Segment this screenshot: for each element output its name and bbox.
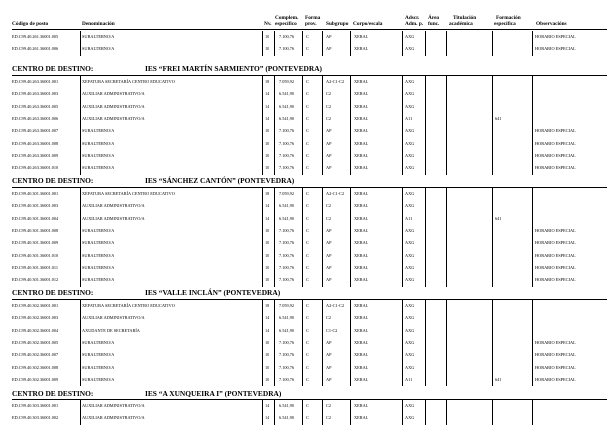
row-code: ED.C99.40.302.36001.001	[12, 303, 59, 308]
row-subgrupo: AP	[326, 277, 332, 283]
row-adscr: A11	[405, 377, 413, 383]
row-nivel: 10	[265, 228, 270, 234]
row-code: ED.C99.40.302.36001.005	[12, 340, 59, 346]
row-denominacion: AUXILIAR ADMINISTRATIVO/A	[82, 315, 145, 321]
row-corpo: XERAL	[354, 315, 369, 321]
row-subgrupo: AP	[326, 352, 332, 358]
row-forma: C	[306, 403, 309, 408]
row-adscr: AXG	[405, 153, 415, 159]
row-nivel: 10	[265, 377, 270, 383]
row-code: ED.C99.40.263.36001.006	[12, 116, 59, 122]
row-forma: C	[306, 340, 309, 346]
row-corpo: XERAL	[354, 228, 369, 234]
row-complemento: 6.541,90	[279, 203, 295, 209]
row-observacions: HORARIO ESPECIAL	[535, 364, 576, 370]
row-code: ED.C99.40.302.36001.007	[12, 352, 59, 358]
header-forma-top: Forma	[305, 15, 321, 21]
row-denominacion: SUBALTERNO/A	[82, 34, 115, 39]
table-row	[0, 31, 615, 43]
table-row	[0, 113, 615, 125]
row-code: ED.C99.40.263.36001.005	[12, 103, 59, 109]
row-forma: C	[306, 153, 309, 159]
table-row	[0, 412, 615, 424]
header-area-bottom: func.	[428, 21, 440, 27]
row-adscr: AXG	[405, 240, 415, 246]
row-adscr: AXG	[405, 415, 415, 421]
centro-destino-name: IES “FREI MARTÍN SARMIENTO” (PONTEVEDRA)	[145, 64, 322, 73]
header-adscr-bottom: Adm. p.	[405, 21, 424, 27]
header-formacion-bottom: específica	[494, 21, 516, 27]
row-adscr: AXG	[405, 252, 415, 258]
header-subgrupo: Subgrupo	[326, 21, 349, 27]
row-complemento: 7.100,76	[279, 128, 295, 134]
row-nivel: 10	[265, 252, 270, 258]
table-row	[0, 362, 615, 374]
table-row	[0, 325, 615, 337]
row-subgrupo: C2	[326, 103, 332, 109]
row-complemento: 6.541,90	[279, 315, 295, 321]
row-nivel: 18	[265, 191, 270, 196]
row-forma: C	[306, 34, 309, 39]
centro-destino-label: CENTRO DE DESTINO:	[12, 176, 94, 185]
row-subgrupo: C1-C2	[326, 327, 338, 333]
row-denominacion: SUBALTERNO/A	[82, 46, 115, 52]
row-observacions: HORARIO ESPECIAL	[535, 340, 576, 346]
row-forma: C	[306, 377, 309, 383]
row-nivel: 10	[265, 277, 270, 283]
row-nivel: 14	[265, 315, 270, 321]
header-area-top: Área	[428, 15, 440, 21]
row-forma: C	[306, 191, 309, 196]
row-observacions: HORARIO ESPECIAL	[535, 265, 576, 271]
row-subgrupo: AP	[326, 165, 332, 171]
table-row	[0, 312, 615, 324]
row-denominacion: AUXILIAR ADMINISTRATIVO/A	[82, 91, 145, 97]
row-code: ED.C99.40.301.36001.008	[12, 228, 59, 234]
row-code: ED.C99.40.302.36001.008	[12, 364, 59, 370]
row-forma: C	[306, 352, 309, 358]
row-code: ED.C99.40.301.36001.011	[12, 265, 59, 271]
row-subgrupo: AP	[326, 240, 332, 246]
row-code: ED.C99.40.301.36001.003	[12, 203, 59, 209]
table-row	[0, 400, 615, 412]
row-subgrupo: AP	[326, 228, 332, 234]
table-row	[0, 225, 615, 237]
table-row	[0, 274, 615, 286]
row-subgrupo: AP	[326, 340, 332, 346]
row-code: ED.C99.40.301.36001.004	[12, 215, 59, 221]
row-code: ED.C99.40.263.36001.008	[12, 140, 59, 146]
row-complemento: 7.100,76	[279, 140, 295, 146]
row-corpo: XERAL	[354, 340, 369, 346]
row-complemento: 7.100,76	[279, 240, 295, 246]
row-adscr: AXG	[405, 79, 415, 84]
row-complemento: 7.059,92	[279, 79, 295, 84]
header-codigo: Código de posto	[12, 21, 49, 27]
row-forma: C	[306, 415, 309, 421]
table-row	[0, 150, 615, 162]
row-code: ED.C99.40.263.36001.009	[12, 153, 59, 159]
row-corpo: XERAL	[354, 415, 369, 421]
row-corpo: XERAL	[354, 165, 369, 171]
row-forma: C	[306, 240, 309, 246]
row-complemento: 6.541,90	[279, 415, 295, 421]
row-adscr: AXG	[405, 165, 415, 171]
row-nivel: 14	[265, 403, 270, 408]
row-corpo: XERAL	[354, 327, 369, 333]
table-row	[0, 76, 615, 88]
centro-destino-name: IES “A XUNQUEIRA I” (PONTEVEDRA)	[145, 389, 282, 398]
row-corpo: XERAL	[354, 103, 369, 109]
row-corpo: XERAL	[354, 153, 369, 159]
row-nivel: 14	[265, 116, 270, 122]
header-observacions: Observacións	[536, 21, 567, 27]
row-denominacion: AUXILIAR ADMINISTRATIVO/A	[82, 215, 145, 221]
row-denominacion: AUXILIAR ADMINISTRATIVO/A	[82, 403, 145, 408]
row-forma: C	[306, 116, 309, 122]
row-nivel: 14	[265, 203, 270, 209]
row-forma: C	[306, 91, 309, 97]
row-forma: C	[306, 327, 309, 333]
row-forma: C	[306, 140, 309, 146]
centro-destino-label: CENTRO DE DESTINO:	[12, 389, 94, 398]
row-denominacion: SUBALTERNO/A	[82, 128, 115, 134]
row-denominacion: AUXILIAR ADMINISTRATIVO/A	[82, 415, 145, 421]
row-code: ED.C99.40.302.36001.009	[12, 377, 59, 383]
row-corpo: XERAL	[354, 403, 369, 408]
row-denominacion: SUBALTERNO/A	[82, 277, 115, 283]
row-forma: C	[306, 128, 309, 134]
row-formacion: 641	[495, 215, 502, 221]
row-adscr: AXG	[405, 403, 415, 408]
row-subgrupo: C2	[326, 315, 332, 321]
row-observacions: HORARIO ESPECIAL	[535, 252, 576, 258]
row-adscr: AXG	[405, 277, 415, 283]
row-subgrupo: C2	[326, 203, 332, 209]
row-forma: C	[306, 203, 309, 209]
table-row	[0, 162, 615, 174]
row-complemento: 6.541,90	[279, 215, 295, 221]
row-observacions: HORARIO ESPECIAL	[535, 277, 576, 283]
header-denominacion: Denominación	[82, 21, 115, 27]
row-corpo: XERAL	[354, 46, 369, 52]
row-denominacion: SUBALTERNO/A	[82, 377, 115, 383]
row-subgrupo: A2-C1-C2	[326, 303, 345, 308]
row-forma: C	[306, 46, 309, 52]
row-observacions: HORARIO ESPECIAL	[535, 46, 576, 52]
table-row	[0, 262, 615, 274]
row-adscr: AXG	[405, 46, 415, 52]
row-adscr: AXG	[405, 327, 415, 333]
row-nivel: 14	[265, 327, 270, 333]
row-complemento: 7.100,76	[279, 153, 295, 159]
row-observacions: HORARIO ESPECIAL	[535, 352, 576, 358]
row-complemento: 7.100,76	[279, 34, 295, 39]
row-observacions: HORARIO ESPECIAL	[535, 228, 576, 234]
header-rule	[12, 29, 607, 30]
row-forma: C	[306, 252, 309, 258]
row-code: ED.C99.40.301.36001.001	[12, 191, 59, 196]
row-forma: C	[306, 315, 309, 321]
table-row	[0, 237, 615, 249]
row-complemento: 6.541,90	[279, 91, 295, 97]
row-observacions: HORARIO ESPECIAL	[535, 153, 576, 159]
row-corpo: XERAL	[354, 203, 369, 209]
row-forma: C	[306, 277, 309, 283]
table-row	[0, 125, 615, 137]
table-row	[0, 200, 615, 212]
row-adscr: AXG	[405, 315, 415, 321]
row-complemento: 7.100,76	[279, 265, 295, 271]
row-nivel: 10	[265, 340, 270, 346]
row-adscr: AXG	[405, 352, 415, 358]
header-complemento-top: Complem.	[275, 15, 299, 21]
row-code: ED.C99.40.302.36001.003	[12, 315, 59, 321]
row-corpo: XERAL	[354, 240, 369, 246]
row-adscr: AXG	[405, 34, 415, 39]
row-denominacion: SUBALTERNO/A	[82, 364, 115, 370]
row-adscr: AXG	[405, 203, 415, 209]
row-complemento: 6.541,90	[279, 327, 295, 333]
row-denominacion: AXUDANTE DE SECRETARÍA	[82, 327, 140, 333]
row-denominacion: AUXILIAR ADMINISTRATIVO/A	[82, 103, 145, 109]
row-code: ED.C99.40.303.36001.001	[12, 403, 59, 408]
centro-destino-name: IES “SÁNCHEZ CANTÓN” (PONTEVEDRA)	[145, 176, 295, 185]
row-subgrupo: AP	[326, 140, 332, 146]
row-corpo: XERAL	[354, 91, 369, 97]
table-row	[0, 188, 615, 200]
row-complemento: 7.100,76	[279, 352, 295, 358]
table-row	[0, 337, 615, 349]
row-adscr: AXG	[405, 191, 415, 196]
row-code: ED.C99.40.303.36001.002	[12, 415, 59, 421]
header-complemento-bottom: específico	[275, 21, 297, 27]
row-subgrupo: AP	[326, 265, 332, 271]
row-forma: C	[306, 103, 309, 109]
header-forma-bottom: prov.	[305, 21, 317, 27]
row-complemento: 7.100,76	[279, 364, 295, 370]
row-nivel: 10	[265, 265, 270, 271]
table-row	[0, 374, 615, 386]
row-nivel: 14	[265, 91, 270, 97]
row-complemento: 6.541,90	[279, 403, 295, 408]
header-formacion-top: Formación	[496, 15, 521, 21]
row-corpo: XERAL	[354, 252, 369, 258]
row-forma: C	[306, 215, 309, 221]
row-adscr: AXG	[405, 303, 415, 308]
row-denominacion: XEFATURA SECRETARÍA CENTRO EDUCATIVO	[82, 303, 175, 308]
table-row	[0, 300, 615, 312]
row-code: ED.C99.40.301.36001.012	[12, 277, 59, 283]
row-nivel: 14	[265, 415, 270, 421]
row-nivel: 14	[265, 103, 270, 109]
row-corpo: XERAL	[354, 191, 369, 196]
row-corpo: XERAL	[354, 265, 369, 271]
row-forma: C	[306, 165, 309, 171]
table-row	[0, 138, 615, 150]
row-forma: C	[306, 228, 309, 234]
row-observacions: HORARIO ESPECIAL	[535, 377, 576, 383]
row-nivel: 10	[265, 240, 270, 246]
row-corpo: XERAL	[354, 352, 369, 358]
row-adscr: AXG	[405, 228, 415, 234]
row-complemento: 6.541,90	[279, 116, 295, 122]
row-subgrupo: C2	[326, 91, 332, 97]
centro-destino-label: CENTRO DE DESTINO:	[12, 288, 94, 297]
table-row	[0, 349, 615, 361]
row-adscr: AXG	[405, 140, 415, 146]
row-subgrupo: A2-C1-C2	[326, 191, 345, 196]
row-nivel: 10	[265, 352, 270, 358]
row-code: ED.C99.40.263.36001.010	[12, 165, 59, 171]
row-subgrupo: C2	[326, 116, 332, 122]
table-row	[0, 43, 615, 55]
table-row	[0, 250, 615, 262]
row-code: ED.C99.40.263.36001.003	[12, 91, 59, 97]
row-adscr: AXG	[405, 265, 415, 271]
row-subgrupo: AP	[326, 128, 332, 134]
row-denominacion: AUXILIAR ADMINISTRATIVO/A	[82, 116, 145, 122]
row-complemento: 7.100,76	[279, 46, 295, 52]
row-subgrupo: AP	[326, 377, 332, 383]
row-nivel: 10	[265, 364, 270, 370]
row-code: ED.C99.40.263.36001.007	[12, 128, 59, 134]
header-adscr-top: Adscr.	[405, 15, 420, 21]
row-denominacion: AUXILIAR ADMINISTRATIVO/A	[82, 203, 145, 209]
row-code: ED.C99.40.261.36001.006	[12, 46, 59, 52]
centro-destino-name: IES “VALLE INCLÁN” (PONTEVEDRA)	[145, 288, 281, 297]
row-subgrupo: AP	[326, 153, 332, 159]
row-observacions: HORARIO ESPECIAL	[535, 128, 576, 134]
row-observacions: HORARIO ESPECIAL	[535, 165, 576, 171]
row-observacions: HORARIO ESPECIAL	[535, 34, 576, 39]
row-forma: C	[306, 79, 309, 84]
row-adscr: AXG	[405, 103, 415, 109]
row-denominacion: SUBALTERNO/A	[82, 265, 115, 271]
row-denominacion: SUBALTERNO/A	[82, 240, 115, 246]
row-corpo: XERAL	[354, 215, 369, 221]
row-subgrupo: AP	[326, 364, 332, 370]
row-denominacion: SUBALTERNO/A	[82, 340, 115, 346]
row-subgrupo: A2-C1-C2	[326, 79, 345, 84]
row-formacion: 641	[495, 377, 502, 383]
row-nivel: 18	[265, 303, 270, 308]
row-denominacion: XEFATURA SECRETARÍA CENTRO EDUCATIVO	[82, 79, 175, 84]
row-complemento: 7.100,76	[279, 252, 295, 258]
header-corpo: Corpo/escala	[353, 21, 383, 27]
row-complemento: 6.541,90	[279, 103, 295, 109]
row-adscr: AXG	[405, 340, 415, 346]
row-adscr: AXG	[405, 364, 415, 370]
row-corpo: XERAL	[354, 377, 369, 383]
row-denominacion: SUBALTERNO/A	[82, 252, 115, 258]
row-adscr: AXG	[405, 128, 415, 134]
row-adscr: AXG	[405, 91, 415, 97]
row-nivel: 10	[265, 46, 270, 52]
row-code: ED.C99.40.261.36001.005	[12, 34, 59, 39]
row-denominacion: SUBALTERNO/A	[82, 165, 115, 171]
row-subgrupo: C2	[326, 215, 332, 221]
row-corpo: XERAL	[354, 277, 369, 283]
row-subgrupo: AP	[326, 46, 332, 52]
row-formacion: 641	[495, 116, 502, 122]
table-row	[0, 213, 615, 225]
row-adscr: A11	[405, 116, 413, 122]
row-complemento: 7.059,92	[279, 191, 295, 196]
row-complemento: 7.100,76	[279, 377, 295, 383]
row-denominacion: SUBALTERNO/A	[82, 140, 115, 146]
row-observacions: HORARIO ESPECIAL	[535, 240, 576, 246]
row-denominacion: XEFATURA SECRETARÍA CENTRO EDUCATIVO	[82, 191, 175, 196]
row-corpo: XERAL	[354, 303, 369, 308]
row-corpo: XERAL	[354, 116, 369, 122]
row-corpo: XERAL	[354, 79, 369, 84]
centro-destino-label: CENTRO DE DESTINO:	[12, 64, 94, 73]
row-nivel: 14	[265, 215, 270, 221]
row-subgrupo: C2	[326, 415, 332, 421]
row-adscr: A11	[405, 215, 413, 221]
row-complemento: 7.100,76	[279, 277, 295, 283]
row-forma: C	[306, 303, 309, 308]
row-nivel: 18	[265, 79, 270, 84]
row-forma: C	[306, 364, 309, 370]
row-nivel: 10	[265, 153, 270, 159]
row-code: ED.C99.40.302.36001.004	[12, 327, 59, 333]
row-complemento: 7.100,76	[279, 228, 295, 234]
row-corpo: XERAL	[354, 128, 369, 134]
table-row	[0, 101, 615, 113]
row-corpo: XERAL	[354, 364, 369, 370]
row-denominacion: SUBALTERNO/A	[82, 352, 115, 358]
header-titulacion-top: Titulación	[453, 15, 477, 21]
row-corpo: XERAL	[354, 34, 369, 39]
row-corpo: XERAL	[354, 140, 369, 146]
row-nivel: 10	[265, 140, 270, 146]
row-nivel: 10	[265, 165, 270, 171]
row-subgrupo: AP	[326, 34, 332, 39]
row-code: ED.C99.40.263.36001.001	[12, 79, 59, 84]
row-complemento: 7.100,76	[279, 340, 295, 346]
header-titulacion-bottom: académica	[449, 21, 473, 27]
row-code: ED.C99.40.301.36001.009	[12, 240, 59, 246]
row-complemento: 7.100,76	[279, 165, 295, 171]
row-subgrupo: AP	[326, 252, 332, 258]
row-nivel: 10	[265, 128, 270, 134]
row-code: ED.C99.40.301.36001.010	[12, 252, 59, 258]
row-complemento: 7.059,92	[279, 303, 295, 308]
row-denominacion: SUBALTERNO/A	[82, 153, 115, 159]
table-row	[0, 88, 615, 100]
row-denominacion: SUBALTERNO/A	[82, 228, 115, 234]
row-subgrupo: C2	[326, 403, 332, 408]
header-nivel: Nv.	[264, 21, 272, 27]
row-forma: C	[306, 265, 309, 271]
row-nivel: 10	[265, 34, 270, 39]
row-observacions: HORARIO ESPECIAL	[535, 140, 576, 146]
